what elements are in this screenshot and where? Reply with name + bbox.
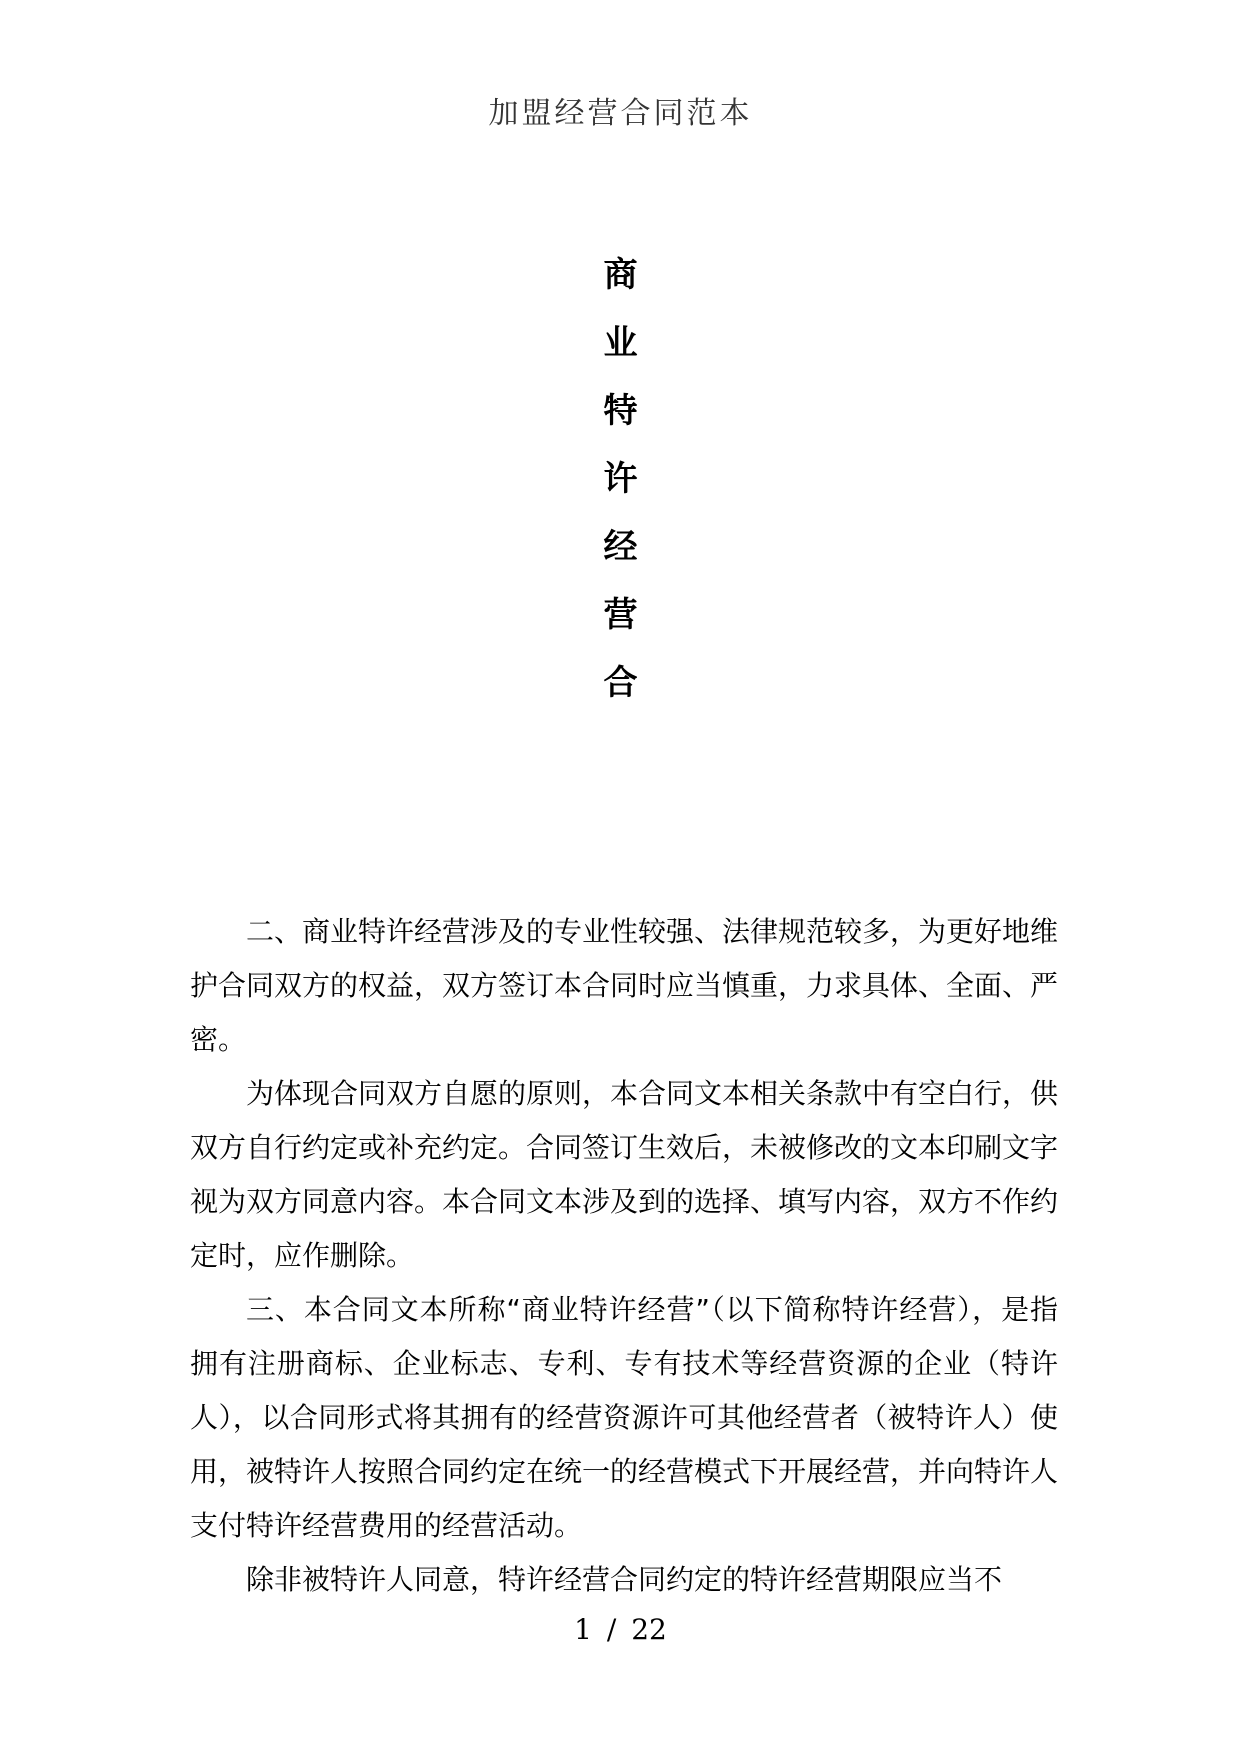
document-title-char: 合 [603,663,638,703]
document-title-char: 特 [603,391,638,431]
document-title [0,255,1241,734]
document-title-char: 营 [603,595,638,635]
body-paragraph: 为体现合同双方自愿的原则，本合同文本相关条款中有空白行，供双方自行约定或补充约定。合同签订生效后，未被修改的文本印刷文字视为双方同意内容。本合同文本涉及到的选择、填写内容，双方不作约定时，应作删除。 [190,1077,1059,1272]
document-title-char: 业 [603,323,638,363]
document-title-char: 许 [603,459,638,499]
document-title-char: 经 [603,527,638,567]
document-title-char: 商 [603,255,638,295]
document-body [190,905,1058,1607]
body-paragraph: 二、商业特许经营涉及的专业性较强、法律规范较多，为更好地维护合同双方的权益，双方签订本合同时应当慎重，力求具体、全面、严密。 [190,915,1059,1056]
page-number: 1 / 22 [574,1613,667,1646]
body-paragraph: 三、本合同文本所称“商业特许经营”（以下简称特许经营），是指拥有注册商标、企业标志、专利、专有技术等经营资源的企业（特许人），以合同形式将其拥有的经营资源许可其他经营者（被特许人）使用，被特许人按照合同约定在统一的经营模式下开展经营，并向特许人支付特许经营费用的经营活动。 [190,1293,1059,1542]
page-header-title: 加盟经营合同范本 [488,96,753,131]
body-paragraph: 除非被特许人同意，特许经营合同约定的特许经营期限应当不 [246,1563,1003,1596]
